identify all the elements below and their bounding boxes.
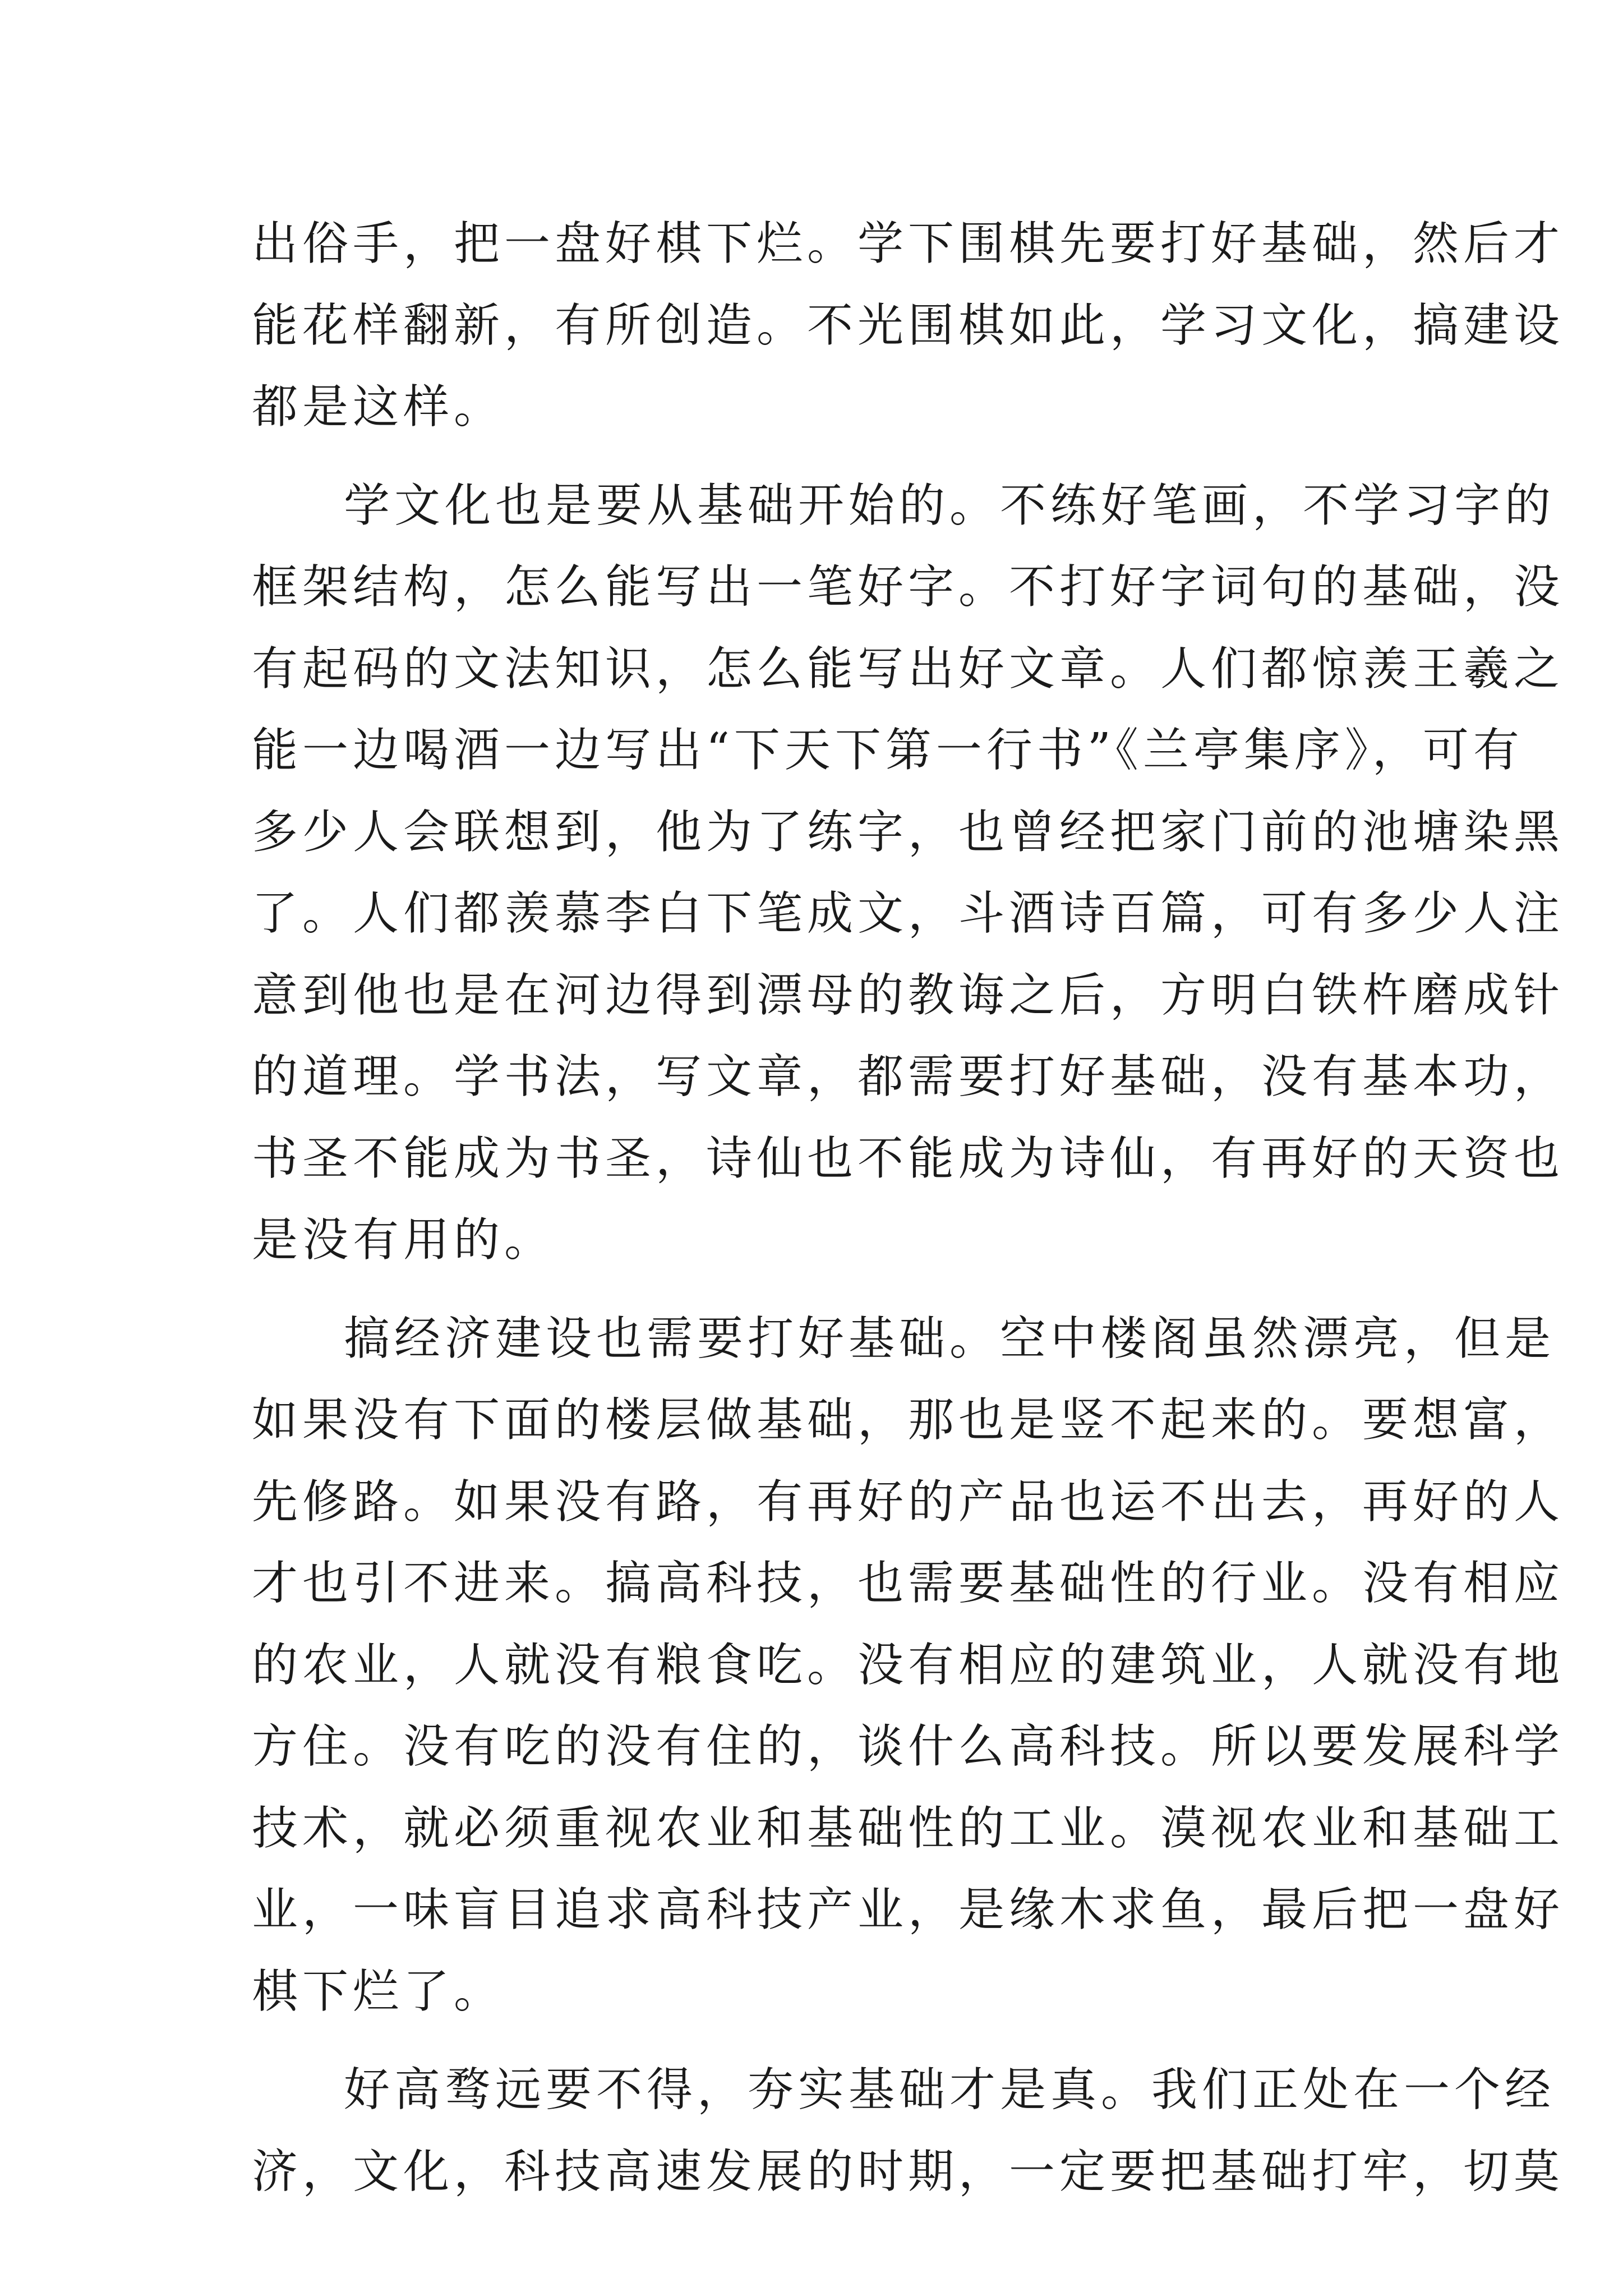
paragraph-line: 框架结构，怎么能写出一笔好字。不打好字词句的基础，没 — [252, 560, 1565, 614]
paragraph-line: 都是这样。 — [252, 380, 505, 434]
paragraph-4 — [252, 2049, 1565, 2212]
paragraph-line: 能一边喝酒一边写出“下天下第一行书”《兰亭集序》，可有 — [252, 724, 1524, 777]
paragraph-line: 好高骛远要不得，夯实基础才是真。我们正处在一个经 — [344, 2063, 1556, 2116]
paragraph-line: 业，一味盲目追求高科技产业，是缘木求鱼，最后把一盘好 — [252, 1883, 1565, 1936]
paragraph-line: 书圣不能成为书圣，诗仙也不能成为诗仙，有再好的天资也 — [252, 1131, 1565, 1185]
paragraph-line: 方住。没有吃的没有住的，谈什么高科技。所以要发展科学 — [252, 1720, 1565, 1773]
paragraph-line: 棋下烂了。 — [252, 1964, 505, 2018]
paragraph-line: 搞经济建设也需要打好基础。空中楼阁虽然漂亮，但是 — [344, 1312, 1556, 1365]
paragraph-line: 有起码的文法知识，怎么能写出好文章。人们都惊羡王羲之 — [252, 642, 1565, 696]
paragraph-line: 先修路。如果没有路，有再好的产品也运不出去，再好的人 — [252, 1475, 1565, 1529]
paragraph-line: 济，文化，科技高速发展的时期，一定要把基础打牢，切莫 — [252, 2145, 1565, 2198]
paragraph-1 — [252, 203, 1565, 448]
paragraph-line: 如果没有下面的楼层做基础，那也是竖不起来的。要想富， — [252, 1393, 1565, 1447]
paragraph-line: 是没有用的。 — [252, 1213, 555, 1267]
paragraph-line: 多少人会联想到，他为了练字，也曾经把家门前的池塘染黑 — [252, 805, 1565, 859]
paragraph-2 — [252, 465, 1565, 1281]
paragraph-line: 的道理。学书法，写文章，都需要打好基础，没有基本功， — [252, 1050, 1565, 1103]
paragraph-line: 学文化也是要从基础开始的。不练好笔画，不学习字的 — [344, 478, 1556, 532]
document-body — [252, 203, 1565, 2212]
paragraph-line: 才也引不进来。搞高科技，也需要基础性的行业。没有相应 — [252, 1557, 1565, 1610]
paragraph-line: 能花样翻新，有所创造。不光围棋如此，学习文化，搞建设 — [252, 298, 1565, 352]
paragraph-line: 技术，就必须重视农业和基础性的工业。漠视农业和基础工 — [252, 1801, 1565, 1855]
paragraph-line: 的农业，人就没有粮食吃。没有相应的建筑业，人就没有地 — [252, 1638, 1565, 1692]
paragraph-line: 了。人们都羡慕李白下笔成文，斗酒诗百篇，可有多少人注 — [252, 887, 1565, 940]
paragraph-3 — [252, 1298, 1565, 2033]
paragraph-line: 出俗手，把一盘好棋下烂。学下围棋先要打好基础，然后才 — [252, 217, 1565, 270]
paragraph-line: 意到他也是在河边得到漂母的教诲之后，方明白铁杵磨成针 — [252, 968, 1565, 1022]
